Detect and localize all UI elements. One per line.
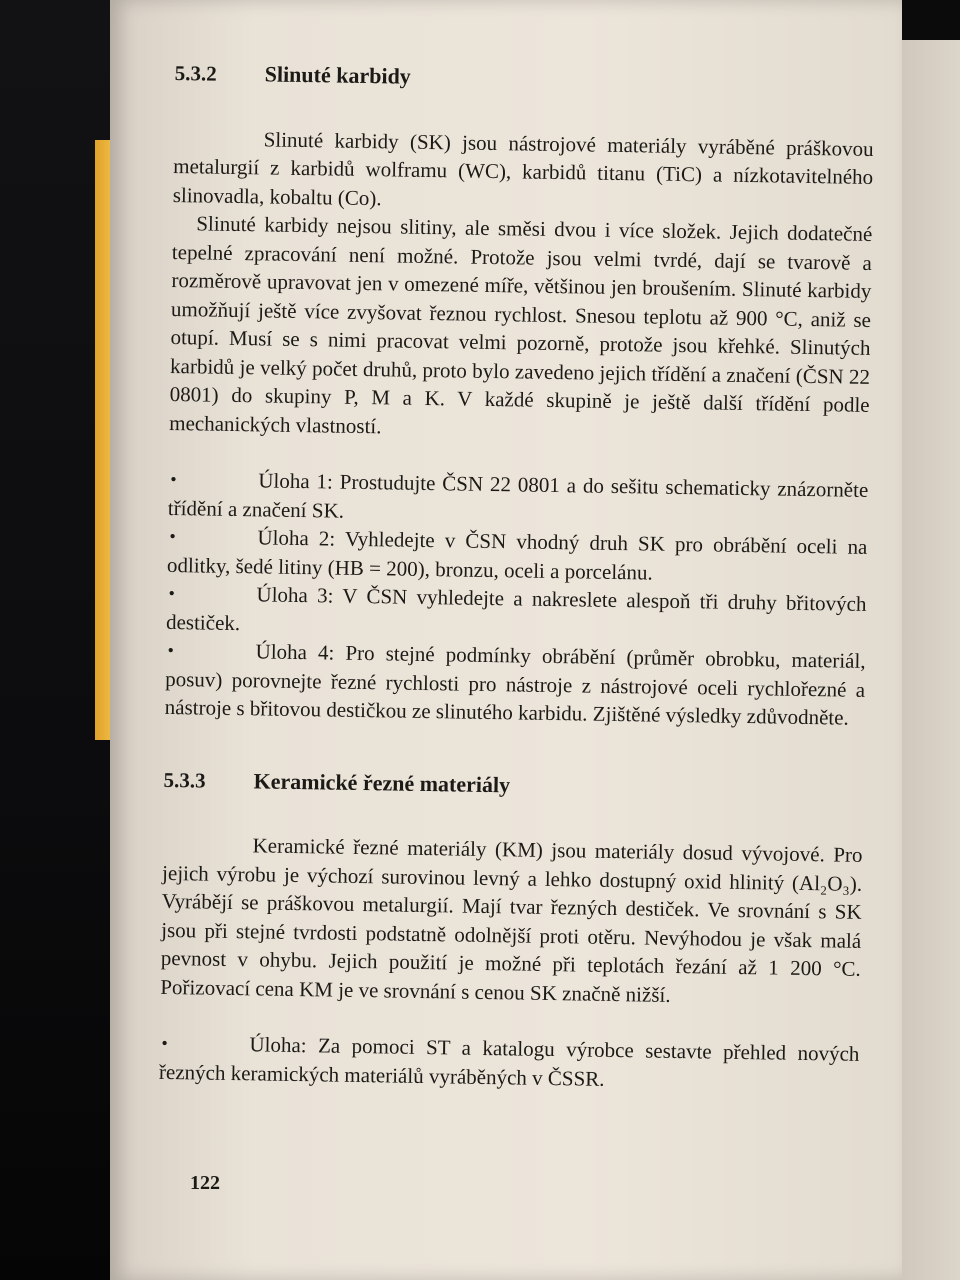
section-heading [163,765,863,804]
bullet: • [167,639,175,661]
bullet: • [169,525,176,547]
paragraph: Slinuté karbidy (SK) jsou nástrojové materiály vyráběné práškovou metalurgií z karbidů wolframu (WC), karbidů titanu (TiC) a nízkotavitelného slinovadla, kobaltu (Co). [172,126,874,210]
task-item [159,1029,860,1097]
task-label: Úloha 2: [257,525,336,551]
task-label: Úloha 4: [255,639,335,665]
section-number: 5.3.3 [163,767,206,793]
page-content [159,55,875,1097]
task-text: Za pomoci ST a katalogu výrobce sestavte přehled nových řezných keramických materiálů vyráběných v ČSSR. [158,1033,860,1091]
bullet: • [161,1032,168,1054]
task-text: V ČSN vyhledejte a nakreslete alespoň tři druhy břitových destiček. [165,583,867,635]
task-text: Prostudujte ČSN 22 0801 a do sešitu schematicky znázorněte třídění a značení SK. [167,469,869,523]
facing-page [898,40,960,1280]
bullet: • [170,468,177,490]
task-text: Pro stejné podmínky obrábění (průměr obrobku, materiál, posuv) porovnejte řezné rychlosti pro nástroje z nástrojové oceli rychlořezné a nástroje s břitovou destičkou ze slinutého karbidu. Zjištěné výsledky zdůvodněte. [164,640,866,730]
page-number: 122 [190,1172,220,1194]
section-number: 5.3.2 [174,60,217,86]
task-item [165,636,866,732]
paragraph: Keramické řezné materiály (KM) jsou materiály dosud vývojové. Pro jejich výrobu je výchozí surovinou levný a lehko dostupný oxid hlinitý (Al₂O₃). Vyrábějí se práškovou metalurgií. Mají tvar řezných destiček. Ve srovnání s SK jsou při stejné tvrdosti podstatně odolnější proti otěru. Nevýhodou je však malá pevnost v ohybu. Jejich použití je možné při teplotách řezání až 1 200 °C. Pořizovací cena KM je ve srovnání s cenou SK značně nižší. [160,833,863,1007]
task-text: Vyhledejte v ČSN vhodný druh SK pro obrábění oceli na odlitky, šedé litiny (HB = 200), bronzu, oceli a porcelánu. [166,526,868,585]
bullet: • [168,582,176,604]
task-label: Úloha 3: [256,582,334,608]
task-label: Úloha 1: [258,468,334,494]
task-label: Úloha: [249,1032,307,1058]
task-list [165,465,869,732]
section-title: Slinuté karbidy [264,61,412,89]
section-title: Keramické řezné materiály [253,767,511,797]
paragraph: Slinuté karbidy nejsou slitiny, ale směsi dvou i více složek. Jejich dodatečné tepelné zpracování není možné. Protože jsou velmi tvrdé, dají se tvarově a rozměrově upravovat jen v omezené míře, většinou jen broušením. Slinuté karbidy umožňují ještě více zvyšovat řeznou rychlost. Snesou teplotu až 900 °C, aniž se otupí. Musí se s nimi pracovat velmi pozorně, protože jsou křehké. Slinutých karbidů je velký počet druhů, proto bylo zavedeno jejich třídění a značení (ČSN 22 0801) do skupiny P, M a K. V každé skupině je ještě další třídění podle mechanických vlastností. [169,211,873,438]
section-heading [174,59,874,98]
